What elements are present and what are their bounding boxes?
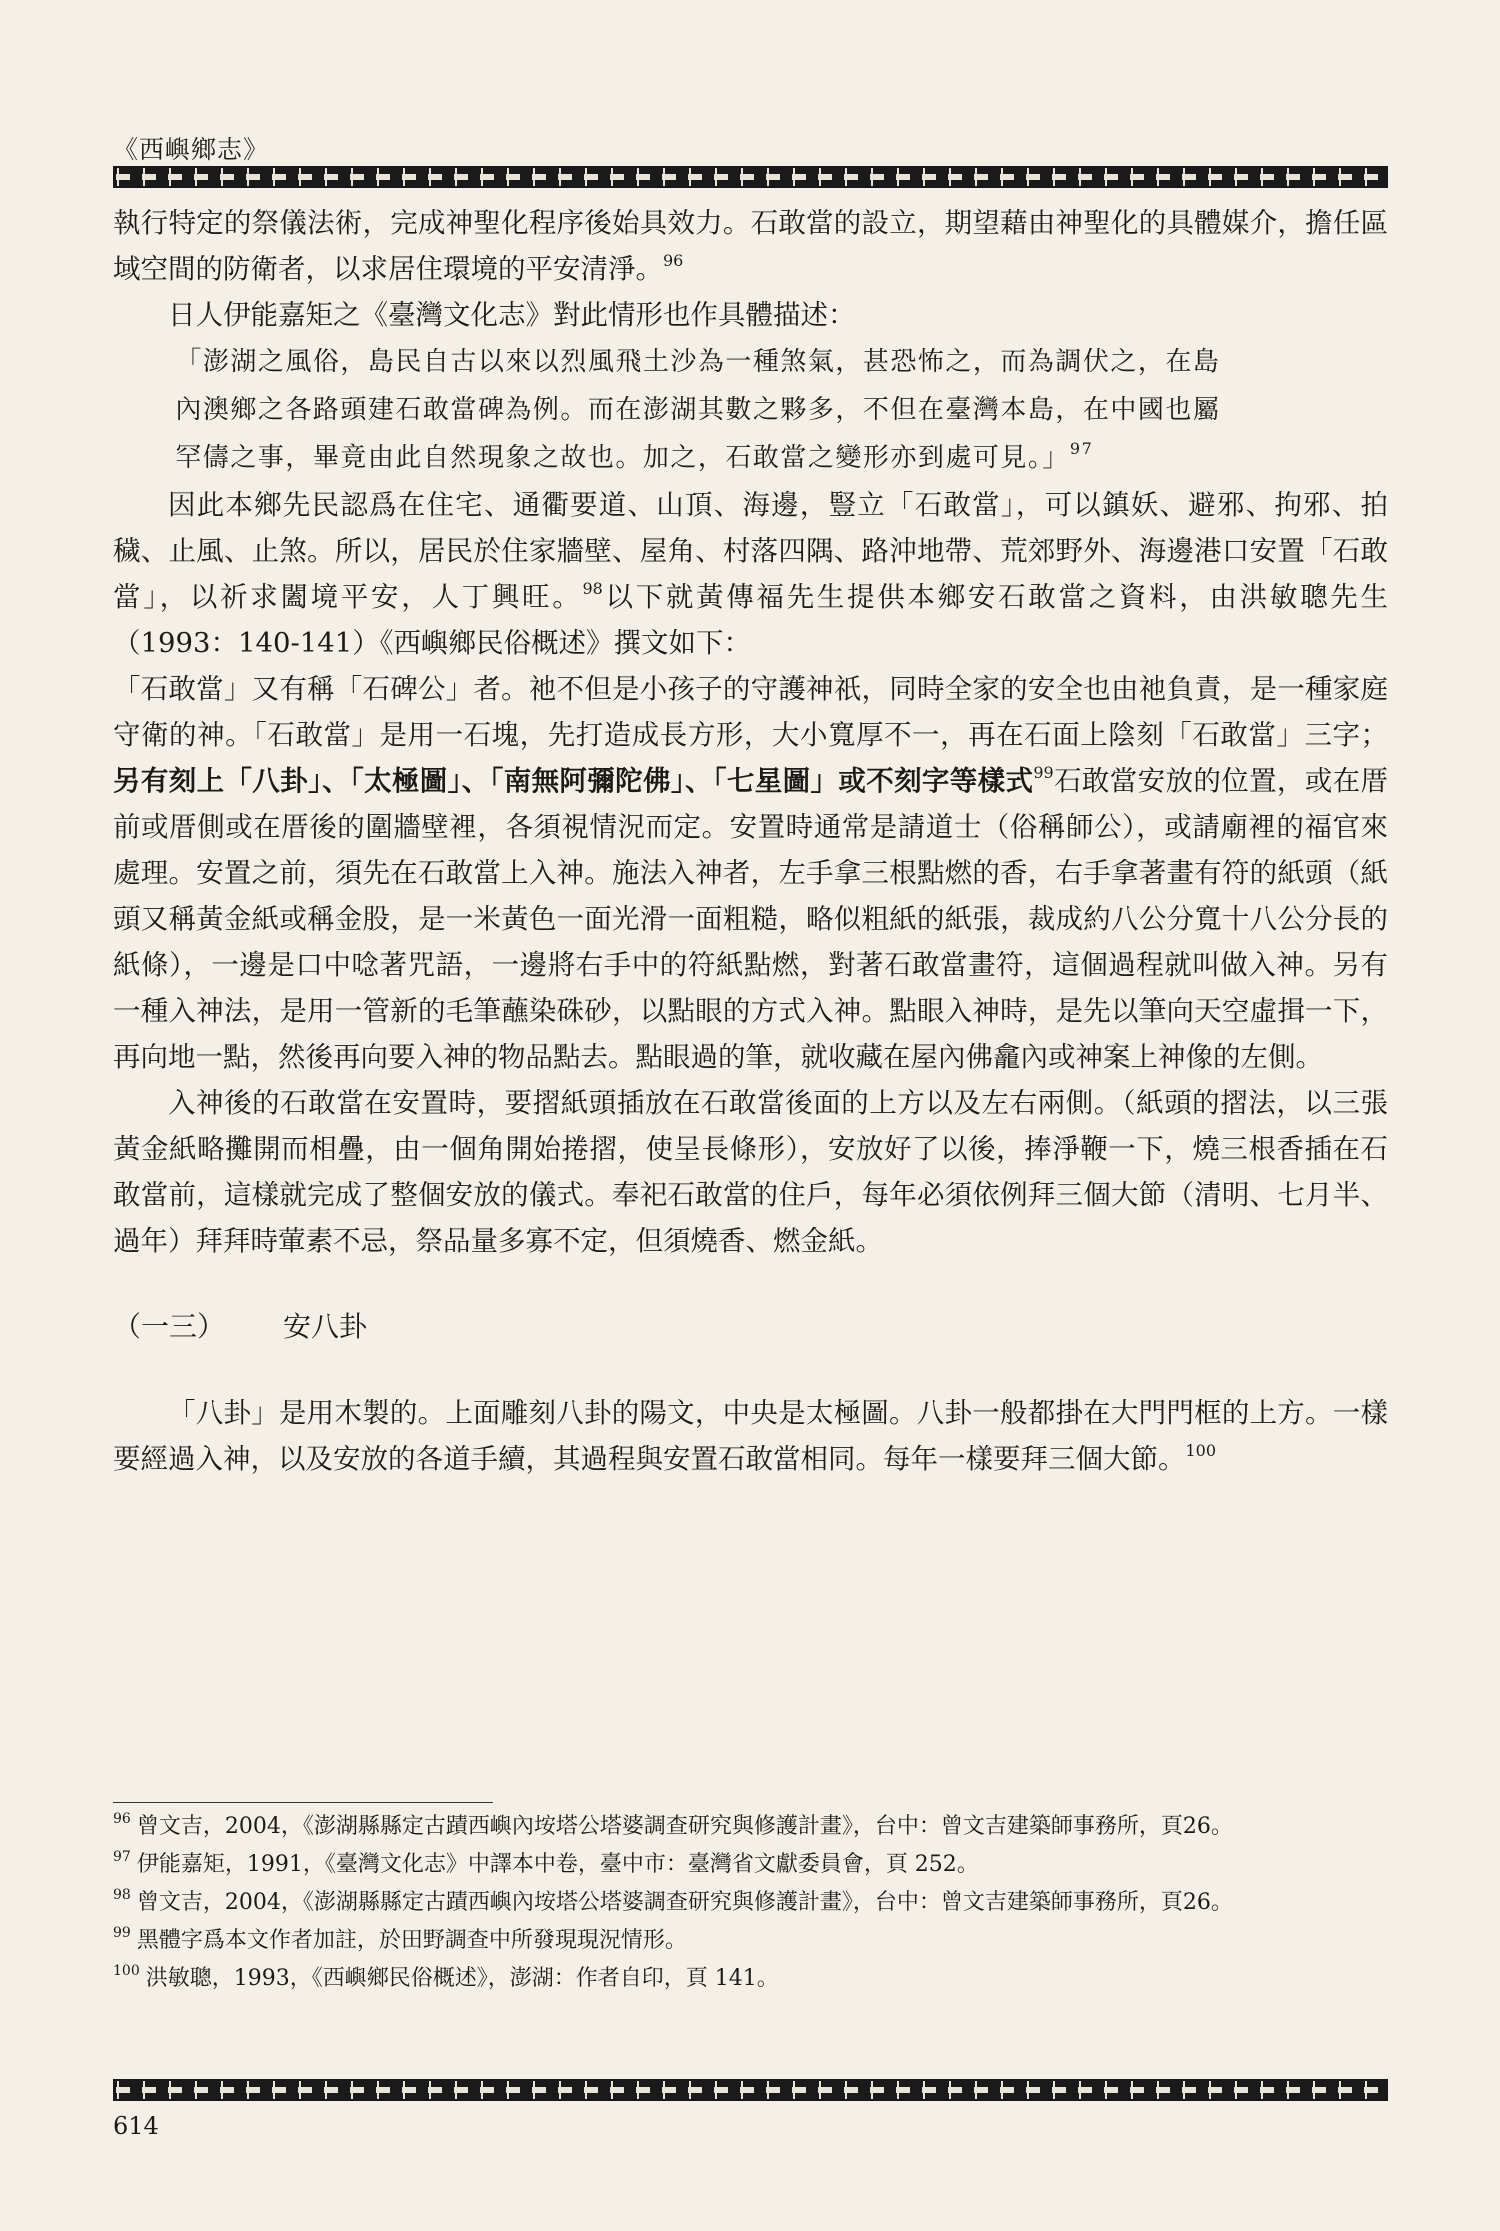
section-number: （一三）	[113, 1310, 226, 1343]
paragraph-4: 「石敢當」又有稱「石碑公」者。祂不但是小孩子的守護神祇，同時全家的安全也由祂負責，是一種家庭守衛的神。「石敢當」是用一石塊，先打造成長方形，大小寬厚不一，再在石面上陰刻「石敢當」三字；另有刻上「八卦」、「太極圖」、「南無阿彌陀佛」、「七星圖」或不刻字等樣式$^{99}$石敢當安放的位置，或在厝前或厝側或在厝後的圍牆壁裡，各須視情況而定。安置時通常是請道士（俗稱師公），或請廟裡的福官來處理。安置之前，須先在石敢當上入神。施法入神者，左手拿三根點燃的香，右手拿著畫有符的紙頭（紙頭又稱黃金紙或稱金股，是一米黃色一面光滑一面粗糙，略似粗紙的紙張，裁成約八公分寬十八公分長的紙條），一邊是口中唸著咒語，一邊將右手中的符紙點燃，對著石敢當畫符，這個過程就叫做入神。另有一種入神法，是用一管新的毛筆蘸染硃砂，以點眼的方式入神。點眼入神時，是先以筆向天空虛揖一下，再向地一點，然後再向要入神的物品點去。點眼過的筆，就收藏在屋內佛龕內或神案上神像的左側。	[113, 673, 1389, 1073]
footnote: $^{100}$ 洪敏聰，1993，《西嶼鄉民俗概述》，澎湖：作者自印，頁 141。	[113, 1963, 779, 1991]
paragraph-2: 日人伊能嘉矩之《臺灣文化志》對此情形也作具體描述：	[168, 299, 856, 331]
main-text	[113, 200, 1388, 1482]
quote-line: 「澎湖之風俗，島民自古以來以烈風飛土沙為一種煞氣，甚恐怖之，而為調伏之，在島	[175, 347, 1221, 377]
running-title: 《西嶼鄉志》	[113, 135, 270, 164]
quote-line: 罕儔之事，畢竟由此自然現象之故也。加之，石敢當之變形亦到處可見。」$^{97}$	[175, 439, 1094, 473]
quote-line: 內澳鄉之各路頭建石敢當碑為例。而在澎湖其數之夥多，不但在臺灣本島，在中國也屬	[175, 395, 1221, 425]
footnote-ref-98: 98	[582, 579, 603, 598]
footnote-ref-96: 96	[663, 251, 684, 270]
top-meander-border	[113, 166, 1388, 188]
bottom-meander-border	[113, 2079, 1388, 2101]
paragraph-5: 入神後的石敢當在安置時，要摺紙頭插放在石敢當後面的上方以及左右兩側。（紙頭的摺法，以三張黃金紙略攤開而相疊，由一個角開始捲摺，使呈長條形），安放好了以後，捧淨鞭一下，燒三根香插在石敢當前，這樣就完成了整個安放的儀式。奉祀石敢當的住戶，每年必須依例拜三個大節（清明、七月半、過年）拜拜時葷素不忌，祭品量多寡不定，但須燒香、燃金紙。	[113, 1087, 1388, 1257]
footnote-ref-99: 99	[1033, 763, 1054, 782]
footnote-ref-97: 97	[1069, 439, 1094, 458]
footnote: $^{96}$ 曾文吉，2004，《澎湖縣縣定古蹟西嶼內垵塔公塔婆調查研究與修護計畫》，台中：曾文吉建築師事務所，頁26。	[113, 1811, 1233, 1839]
paragraph-1: 執行特定的祭儀法術，完成神聖化程序後始具效力。石敢當的設立，期望藉由神聖化的具體媒介，擔任區域空間的防衛者，以求居住環境的平安清淨。$^{96}$	[113, 207, 1388, 285]
footnote-ref-100: 100	[1185, 1441, 1217, 1460]
page-number: 614	[113, 2112, 159, 2140]
paragraph-6: 「八卦」是用木製的。上面雕刻八卦的陽文，中央是太極圖。八卦一般都掛在大門門框的上方。一樣要經過入神，以及安放的各道手續，其過程與安置石敢當相同。每年一樣要拜三個大節。$^{100}$	[113, 1397, 1388, 1475]
bold-annotation: 另有刻上「八卦」、「太極圖」、「南無阿彌陀佛」、「七星圖」或不刻字等樣式	[113, 765, 1034, 797]
paragraph-3: 因此本鄉先民認爲在住宅、通衢要道、山頂、海邊，豎立「石敢當」，可以鎮妖、避邪、拘邪、拍穢、止風、止煞。所以，居民於住家牆壁、屋角、村落四隅、路沖地帶、荒郊野外、海邊港口安置「石敢當」，以祈求闔境平安，人丁興旺。$^{98}$以下就黃傳福先生提供本鄉安石敢當之資料，由洪敏聰先生（1993：140-141）《西嶼鄉民俗概述》撰文如下：	[113, 489, 1389, 659]
section-heading	[113, 1304, 1388, 1350]
footnote: $^{99}$ 黑體字爲本文作者加註，於田野調查中所發現現況情形。	[113, 1925, 687, 1953]
section-title: 安八卦	[283, 1310, 368, 1343]
footnotes	[113, 1810, 1388, 2000]
footnote: $^{97}$ 伊能嘉矩，1991，《臺灣文化志》中譯本中卷，臺中市：臺灣省文獻委員會，頁 252。	[113, 1849, 979, 1877]
footnote-divider	[113, 1802, 493, 1803]
footnote: $^{98}$ 曾文吉，2004，《澎湖縣縣定古蹟西嶼內垵塔公塔婆調查研究與修護計畫》，台中：曾文吉建築師事務所，頁26。	[113, 1887, 1233, 1915]
block-quote	[175, 338, 1388, 482]
